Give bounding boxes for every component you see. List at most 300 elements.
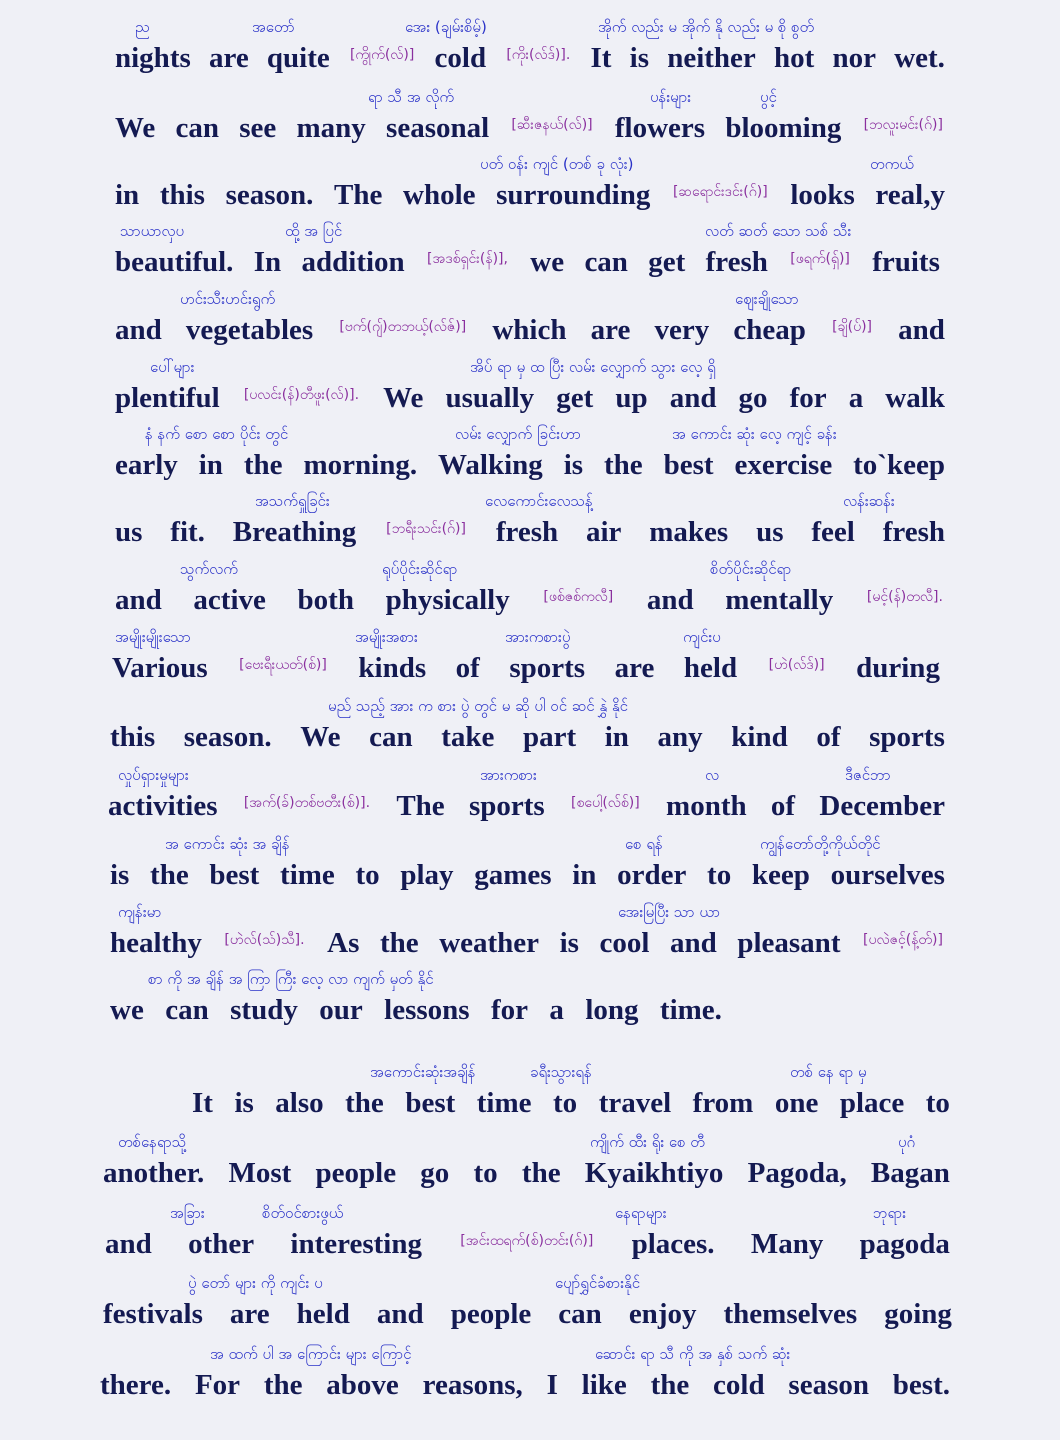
english-word: and bbox=[646, 584, 694, 616]
english-word: in bbox=[604, 721, 629, 753]
myanmar-gloss: အသက်ရှူခြင်း bbox=[255, 492, 330, 510]
english-word: held bbox=[296, 1298, 350, 1330]
myanmar-gloss: လ bbox=[705, 766, 720, 784]
english-word: people bbox=[450, 1298, 532, 1330]
english-word: makes bbox=[649, 516, 729, 548]
myanmar-gloss-row bbox=[115, 88, 945, 112]
myanmar-gloss: အိုက် လည်း မ အိုက် နို လည်း မ စို စွတ် bbox=[598, 18, 815, 36]
english-word: nights bbox=[115, 42, 191, 74]
myanmar-gloss: ဘုရား bbox=[873, 1204, 907, 1222]
english-word: kind bbox=[731, 721, 788, 753]
english-sentence-row bbox=[108, 790, 945, 823]
english-word: one bbox=[774, 1087, 819, 1119]
english-sentence-row bbox=[115, 42, 945, 75]
myanmar-gloss: အခြား bbox=[170, 1204, 205, 1222]
myanmar-gloss-row bbox=[115, 222, 940, 246]
text-line bbox=[115, 425, 945, 493]
text-line bbox=[105, 1204, 950, 1272]
english-sentence-row bbox=[105, 1228, 950, 1261]
english-word: wet. bbox=[894, 42, 945, 74]
pronunciation-guide: [ဖစ်ဇစ်ကလီ] bbox=[543, 589, 614, 605]
myanmar-gloss: ပျော်ရွှင်ခံစားနိုင် bbox=[555, 1274, 641, 1292]
myanmar-gloss: တစ်နေရာသို့ bbox=[118, 1133, 187, 1151]
english-word: feel bbox=[811, 516, 855, 548]
english-word: and bbox=[105, 1228, 152, 1260]
english-word: get bbox=[556, 382, 594, 414]
english-word: the bbox=[379, 927, 419, 959]
english-word: any bbox=[657, 721, 703, 753]
english-sentence-row bbox=[103, 1157, 950, 1190]
pronunciation-guide: [အဒစ်ရှင်း(န်)], bbox=[427, 251, 508, 267]
english-word: pagoda bbox=[859, 1228, 950, 1260]
myanmar-gloss-row bbox=[110, 835, 945, 859]
pronunciation-guide: [အက်(ခ်)တစ်ဗတီး(စ်)]. bbox=[243, 795, 371, 811]
english-sentence-row bbox=[115, 449, 945, 482]
myanmar-gloss: အားကစားပွဲ bbox=[505, 628, 571, 646]
myanmar-gloss: တကယ် bbox=[870, 155, 914, 173]
english-word: can bbox=[584, 246, 628, 278]
myanmar-gloss: လတ် ဆတ် သော သစ် သီး bbox=[705, 222, 852, 240]
myanmar-gloss: ဒီဇင်ဘာ bbox=[845, 766, 891, 784]
text-line bbox=[115, 290, 945, 358]
english-word: fresh bbox=[495, 516, 559, 548]
pronunciation-guide: [ဘရီးသင်း(ဂ်)] bbox=[386, 521, 466, 537]
english-word: during bbox=[856, 652, 940, 684]
english-word: For bbox=[194, 1369, 241, 1401]
english-sentence-row bbox=[115, 516, 945, 549]
myanmar-gloss: လမ်း လျှောက် ခြင်းဟာ bbox=[455, 425, 581, 443]
english-word: the bbox=[263, 1369, 303, 1401]
english-word: there. bbox=[100, 1369, 172, 1401]
english-word: It bbox=[192, 1087, 213, 1119]
english-word: time bbox=[476, 1087, 532, 1119]
english-word: for bbox=[789, 382, 827, 414]
english-word: addition bbox=[301, 246, 405, 278]
myanmar-gloss: စာ ကို အ ချိန် အ ကြာ ကြီး လေ့ လာ ကျက် မှတ် နိုင် bbox=[148, 970, 434, 988]
english-word: very bbox=[654, 314, 710, 346]
text-line bbox=[110, 970, 722, 1038]
pronunciation-guide: [ဗက်(ဂျ်)တဘယ့်(လ်ဇ်)] bbox=[339, 319, 467, 335]
myanmar-gloss: သာယာလှပ bbox=[120, 222, 185, 240]
english-word: cheap bbox=[733, 314, 806, 346]
myanmar-gloss: ပွဲ တော် များ ကို ကျင်း ပ bbox=[188, 1274, 323, 1292]
english-word: is bbox=[629, 42, 649, 74]
pronunciation-guide: [ပလင်း(န်)တီဖူး(လ်)]. bbox=[243, 387, 360, 403]
english-word: active bbox=[193, 584, 266, 616]
myanmar-gloss: ရုပ်ပိုင်းဆိုင်ရာ bbox=[382, 560, 458, 578]
english-word: places. bbox=[631, 1228, 715, 1260]
english-word: Various bbox=[112, 652, 208, 684]
english-word: seasonal bbox=[386, 112, 490, 144]
english-word: As bbox=[327, 927, 360, 959]
myanmar-gloss-row bbox=[100, 1345, 950, 1369]
english-word: is bbox=[234, 1087, 254, 1119]
myanmar-gloss-row bbox=[115, 155, 945, 179]
english-word: to bbox=[355, 859, 380, 891]
english-word: exercise bbox=[734, 449, 833, 481]
myanmar-gloss-row bbox=[110, 697, 945, 721]
english-word: in bbox=[572, 859, 597, 891]
english-sentence-row bbox=[115, 584, 945, 617]
english-word: The bbox=[396, 790, 445, 822]
english-word: people bbox=[315, 1157, 397, 1189]
english-word: We bbox=[300, 721, 341, 753]
english-word: enjoy bbox=[628, 1298, 697, 1330]
english-word: we bbox=[530, 246, 565, 278]
english-word: best bbox=[209, 859, 260, 891]
myanmar-gloss: အမျိုးမျိုးသော bbox=[115, 628, 191, 646]
myanmar-gloss: အေး (ချမ်းစိမ့်) bbox=[405, 18, 487, 36]
myanmar-gloss: အ ထက် ပါ အ ကြောင်း များ ကြောင့် bbox=[210, 1345, 412, 1363]
pronunciation-guide: [ပလဲဇင့်(န့်တ်)] bbox=[863, 932, 943, 948]
english-word: take bbox=[441, 721, 495, 753]
pronunciation-guide: [ချိ(ပ်)] bbox=[832, 319, 872, 335]
english-word: lessons bbox=[384, 994, 470, 1026]
english-word: this bbox=[110, 721, 156, 753]
myanmar-gloss-row bbox=[103, 1133, 950, 1157]
english-word: order bbox=[617, 859, 687, 891]
english-word: long bbox=[585, 994, 639, 1026]
english-word: Pagoda, bbox=[747, 1157, 847, 1189]
english-word: like bbox=[581, 1369, 627, 1401]
myanmar-gloss-row bbox=[108, 766, 945, 790]
myanmar-gloss: လေကောင်းလေသန့် bbox=[485, 492, 593, 510]
english-word: can bbox=[369, 721, 413, 753]
english-word: go bbox=[738, 382, 768, 414]
english-word: keep bbox=[751, 859, 810, 891]
english-word: see bbox=[239, 112, 277, 144]
myanmar-gloss: နေရာများ bbox=[615, 1204, 667, 1222]
myanmar-gloss: လှုပ်ရှားမှုများ bbox=[118, 766, 189, 784]
text-line bbox=[100, 1345, 950, 1413]
english-word: which bbox=[492, 314, 567, 346]
english-word: in bbox=[198, 449, 223, 481]
english-word: We bbox=[383, 382, 424, 414]
english-word: this bbox=[159, 179, 205, 211]
myanmar-gloss-row bbox=[115, 358, 945, 382]
english-word: air bbox=[585, 516, 622, 548]
english-word: the bbox=[604, 449, 643, 481]
english-word: In bbox=[253, 246, 282, 278]
english-word: and bbox=[376, 1298, 424, 1330]
english-word: Most bbox=[228, 1157, 292, 1189]
myanmar-gloss: မည် သည့် အား က စား ပွဲ တွင် မ ဆို ပါ ဝင် ဆင် နွှဲ နိုင် bbox=[328, 697, 628, 715]
english-sentence-row bbox=[103, 1298, 952, 1331]
english-word: weather bbox=[439, 927, 540, 959]
myanmar-gloss: ည bbox=[135, 18, 150, 36]
english-word: kinds bbox=[358, 652, 427, 684]
english-word: can bbox=[558, 1298, 602, 1330]
myanmar-gloss: ခရီးသွားရန် bbox=[530, 1063, 592, 1081]
english-word: of bbox=[816, 721, 841, 753]
myanmar-gloss: နံ နက် စော စော ပိုင်း တွင် bbox=[145, 425, 289, 443]
english-word: us bbox=[115, 516, 143, 548]
myanmar-gloss-row bbox=[115, 290, 945, 314]
text-line bbox=[110, 903, 945, 971]
english-word: many bbox=[296, 112, 366, 144]
myanmar-gloss: ဆောင်း ရာ သီ ကို အ နှစ် သက် ဆုံး bbox=[595, 1345, 791, 1363]
english-sentence-row bbox=[115, 179, 945, 212]
myanmar-gloss-row bbox=[110, 970, 722, 994]
english-word: ourselves bbox=[830, 859, 945, 891]
myanmar-gloss: ပုဂံ bbox=[898, 1133, 916, 1151]
english-word: physically bbox=[385, 584, 510, 616]
pronunciation-guide: [ဆီးဇနယ်(လ်)] bbox=[511, 117, 593, 133]
english-word: other bbox=[188, 1228, 255, 1260]
text-line bbox=[112, 628, 940, 696]
myanmar-gloss: အ ကောင်း ဆုံး လေ့ ကျင့် ခန်း bbox=[672, 425, 837, 443]
english-word: themselves bbox=[723, 1298, 858, 1330]
myanmar-gloss: စိတ်ပိုင်းဆိုင်ရာ bbox=[710, 560, 792, 578]
english-word: fit. bbox=[170, 516, 205, 548]
english-word: the bbox=[345, 1087, 384, 1119]
english-word: best bbox=[663, 449, 714, 481]
english-word: December bbox=[819, 790, 945, 822]
myanmar-gloss: ဈေးချိုသော bbox=[735, 290, 799, 308]
english-word: beautiful. bbox=[115, 246, 234, 278]
myanmar-gloss-row bbox=[192, 1063, 950, 1087]
english-sentence-row bbox=[110, 994, 722, 1027]
english-word: real,y bbox=[875, 179, 945, 211]
myanmar-gloss: ပန်းများ bbox=[650, 88, 692, 106]
myanmar-gloss: စိတ်ဝင်စားဖွယ် bbox=[262, 1204, 344, 1222]
english-word: cold bbox=[434, 42, 487, 74]
english-sentence-row bbox=[115, 314, 945, 347]
myanmar-gloss: ရာ သီ အ လိုက် bbox=[368, 88, 455, 106]
english-word: travel bbox=[598, 1087, 672, 1119]
pronunciation-guide: [ဘလူးမင်း(ဂ်)] bbox=[863, 117, 943, 133]
english-sentence-row bbox=[110, 721, 945, 754]
english-word: to bbox=[473, 1157, 498, 1189]
english-word: neither bbox=[667, 42, 756, 74]
pronunciation-guide: [ဟဲ(လ်ဒ်)] bbox=[768, 657, 825, 673]
english-word: play bbox=[400, 859, 454, 891]
english-word: go bbox=[420, 1157, 450, 1189]
myanmar-gloss: ကျွန်တော်တို့ကိုယ်တိုင် bbox=[760, 835, 881, 853]
english-word: the bbox=[650, 1369, 690, 1401]
english-word: looks bbox=[790, 179, 855, 211]
english-word: the bbox=[243, 449, 283, 481]
english-word: pleasant bbox=[737, 927, 841, 959]
english-word: time bbox=[280, 859, 335, 891]
pronunciation-guide: [ဖရက်(ရှ်)] bbox=[790, 251, 850, 267]
text-line bbox=[108, 766, 945, 834]
english-word: up bbox=[615, 382, 648, 414]
myanmar-gloss-row bbox=[110, 903, 945, 927]
english-word: sports bbox=[468, 790, 545, 822]
pronunciation-guide: [ဆရောင်းဒင်း(ဂ်)] bbox=[672, 184, 768, 200]
english-word: best. bbox=[892, 1369, 950, 1401]
english-word: time. bbox=[659, 994, 722, 1026]
english-word: best bbox=[405, 1087, 456, 1119]
english-sentence-row bbox=[115, 246, 940, 279]
english-word: also bbox=[275, 1087, 324, 1119]
pronunciation-guide: [ကွိုက်(လ်)] bbox=[349, 47, 415, 63]
english-word: part bbox=[522, 721, 577, 753]
english-word: season. bbox=[225, 179, 314, 211]
english-word: and bbox=[115, 584, 162, 616]
english-word: from bbox=[692, 1087, 754, 1119]
english-word: our bbox=[319, 994, 363, 1026]
english-word: mentally bbox=[725, 584, 834, 616]
english-word: cold bbox=[713, 1369, 765, 1401]
myanmar-gloss: ကျိုက် ထီး ရိုး စေ တီ bbox=[590, 1133, 705, 1151]
english-word: above bbox=[326, 1369, 399, 1401]
english-word: the bbox=[150, 859, 189, 891]
english-sentence-row bbox=[112, 652, 940, 685]
english-word: early bbox=[115, 449, 178, 481]
english-word: going bbox=[884, 1298, 952, 1330]
myanmar-gloss: ဟင်းသီးဟင်းရွက် bbox=[180, 290, 276, 308]
myanmar-gloss: အကောင်းဆုံးအချိန် bbox=[370, 1063, 476, 1081]
english-word: are bbox=[208, 42, 249, 74]
english-word: fruits bbox=[872, 246, 940, 278]
english-word: surrounding bbox=[496, 179, 651, 211]
english-word: Breathing bbox=[232, 516, 357, 548]
english-word: cool bbox=[599, 927, 650, 959]
myanmar-gloss: ပေါ်များ bbox=[150, 358, 195, 376]
english-word: activities bbox=[108, 790, 218, 822]
english-word: we bbox=[110, 994, 144, 1026]
english-word: a bbox=[549, 994, 564, 1026]
myanmar-gloss: အ ကောင်း ဆုံး အ ချိန် bbox=[165, 835, 290, 853]
english-word: to bbox=[553, 1087, 578, 1119]
english-word: for bbox=[490, 994, 529, 1026]
english-word: season. bbox=[183, 721, 272, 753]
pronunciation-guide: [အင်းထရက်(စ်)တင်း(ဂ်)] bbox=[460, 1233, 594, 1249]
english-word: sports bbox=[509, 652, 586, 684]
text-line bbox=[115, 88, 945, 156]
text-line bbox=[115, 492, 945, 560]
english-word: plentiful bbox=[115, 382, 220, 414]
english-word: walk bbox=[885, 382, 945, 414]
english-sentence-row bbox=[115, 382, 945, 415]
english-word: us bbox=[756, 516, 784, 548]
english-word: month bbox=[666, 790, 747, 822]
english-word: whole bbox=[403, 179, 476, 211]
pronunciation-guide: [ဟဲလ်(သ်)သီ]. bbox=[224, 932, 305, 948]
english-word: and bbox=[898, 314, 945, 346]
english-word: to`keep bbox=[853, 449, 945, 481]
english-word: to bbox=[707, 859, 732, 891]
english-word: I bbox=[546, 1369, 558, 1401]
text-line bbox=[115, 155, 945, 223]
english-word: and bbox=[115, 314, 162, 346]
myanmar-gloss: အတော် bbox=[252, 18, 295, 36]
pronunciation-guide: [စပေါ့(လ်စ်)] bbox=[571, 795, 640, 811]
english-word: flowers bbox=[614, 112, 706, 144]
myanmar-gloss-row bbox=[105, 1204, 950, 1228]
english-word: quite bbox=[266, 42, 330, 74]
myanmar-gloss: ပတ် ဝန်း ကျင် (တစ် ခု လုံး) bbox=[480, 155, 634, 173]
english-word: is bbox=[563, 449, 584, 481]
english-word: healthy bbox=[110, 927, 202, 959]
text-line bbox=[110, 835, 945, 903]
english-sentence-row bbox=[100, 1369, 950, 1402]
myanmar-gloss: အမျိုးအစား bbox=[355, 628, 418, 646]
english-word: are bbox=[614, 652, 655, 684]
english-word: usually bbox=[445, 382, 535, 414]
english-word: morning. bbox=[303, 449, 418, 481]
myanmar-gloss: လန်းဆန်း bbox=[843, 492, 895, 510]
english-word: is bbox=[559, 927, 579, 959]
english-word: get bbox=[648, 246, 686, 278]
myanmar-gloss: အားကစား bbox=[480, 766, 537, 784]
myanmar-gloss-row bbox=[115, 560, 945, 584]
english-word: another. bbox=[103, 1157, 205, 1189]
myanmar-gloss: တစ် နေ ရာ မှ bbox=[790, 1063, 867, 1081]
english-word: the bbox=[521, 1157, 561, 1189]
english-word: in bbox=[115, 179, 140, 211]
english-word: can bbox=[165, 994, 209, 1026]
text-line bbox=[115, 222, 940, 290]
english-word: Walking bbox=[438, 449, 543, 481]
english-sentence-row bbox=[192, 1087, 950, 1120]
english-word: to bbox=[925, 1087, 950, 1119]
myanmar-gloss: ကျင်းပ bbox=[683, 628, 721, 646]
english-word: Bagan bbox=[870, 1157, 950, 1189]
english-word: both bbox=[297, 584, 354, 616]
english-word: held bbox=[683, 652, 738, 684]
text-line bbox=[192, 1063, 950, 1131]
text-line bbox=[103, 1274, 952, 1342]
english-word: and bbox=[670, 927, 717, 959]
english-word: It bbox=[590, 42, 612, 74]
myanmar-gloss: စေ ရန် bbox=[625, 835, 663, 853]
english-word: of bbox=[455, 652, 480, 684]
english-sentence-row bbox=[115, 112, 945, 145]
text-line bbox=[115, 358, 945, 426]
myanmar-gloss: ပွင့် bbox=[760, 88, 777, 106]
english-word: sports bbox=[869, 721, 945, 753]
english-word: is bbox=[110, 859, 130, 891]
pronunciation-guide: [ဗေးရီးယတ်(စ်)] bbox=[239, 657, 327, 673]
myanmar-gloss: ကျန်းမာ bbox=[118, 903, 162, 921]
english-word: vegetables bbox=[185, 314, 314, 346]
myanmar-gloss-row bbox=[115, 492, 945, 516]
english-word: Kyaikhtiyo bbox=[584, 1157, 724, 1189]
text-line bbox=[110, 697, 945, 765]
english-word: hot bbox=[774, 42, 815, 74]
pronunciation-guide: [ကိုး(လ်ဒ်)]. bbox=[506, 47, 571, 63]
english-word: fresh bbox=[705, 246, 768, 278]
myanmar-gloss-row bbox=[115, 18, 945, 42]
myanmar-gloss: သွက်လက် bbox=[180, 560, 238, 578]
english-sentence-row bbox=[110, 927, 945, 960]
pronunciation-guide: [မင့်(န်)တလီ]. bbox=[866, 589, 943, 605]
english-word: place bbox=[839, 1087, 905, 1119]
myanmar-gloss: ထို့ အ ပြင် bbox=[285, 222, 343, 240]
english-word: and bbox=[669, 382, 717, 414]
text-line bbox=[115, 560, 945, 628]
text-line bbox=[115, 18, 945, 86]
myanmar-gloss-row bbox=[103, 1274, 952, 1298]
english-word: fresh bbox=[882, 516, 945, 548]
myanmar-gloss-row bbox=[115, 425, 945, 449]
text-line bbox=[103, 1133, 950, 1201]
english-word: a bbox=[848, 382, 864, 414]
english-word: blooming bbox=[725, 112, 842, 144]
myanmar-gloss: အိပ် ရာ မှ ထ ပြီး လမ်း လျှောက် သွား လေ့ ရှိ bbox=[470, 358, 716, 376]
english-word: study bbox=[230, 994, 298, 1026]
english-sentence-row bbox=[110, 859, 945, 892]
english-word: games bbox=[474, 859, 552, 891]
english-word: nor bbox=[832, 42, 876, 74]
english-word: The bbox=[334, 179, 383, 211]
english-word: can bbox=[175, 112, 220, 144]
english-word: festivals bbox=[103, 1298, 203, 1330]
english-word: reasons, bbox=[422, 1369, 523, 1401]
